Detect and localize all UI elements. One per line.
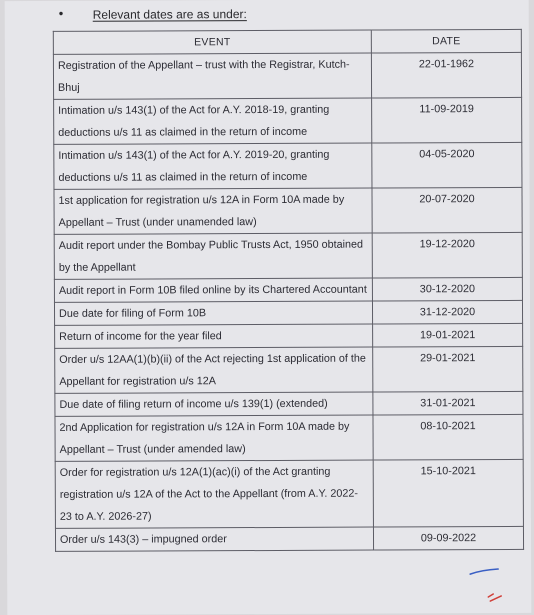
event-cell: Due date of filing return of income u/s 139(1) (extended) xyxy=(55,392,373,416)
table-row xyxy=(55,459,523,528)
bullet-icon: • xyxy=(59,6,64,21)
date-cell: 04-05-2020 xyxy=(372,142,522,188)
pen-underline-mark xyxy=(469,567,499,577)
date-cell: 31-12-2020 xyxy=(372,300,522,324)
heading-text: Relevant dates are as under: xyxy=(93,7,247,22)
date-cell: 22-01-1962 xyxy=(371,52,521,98)
date-cell: 08-10-2021 xyxy=(373,414,523,460)
table-row xyxy=(54,97,522,144)
table-row xyxy=(55,391,523,416)
red-tick-mark xyxy=(487,591,503,603)
event-cell: Order u/s 143(3) – impugned order xyxy=(55,527,373,551)
date-cell: 15-10-2021 xyxy=(373,459,523,527)
event-cell: Audit report in Form 10B filed online by its Chartered Accountant xyxy=(54,278,372,302)
event-cell: Intimation u/s 143(1) of the Act for A.Y. 2019-20, granting deductions u/s 11 as claimed in the return of income xyxy=(54,143,372,189)
event-cell: Order for registration u/s 12A(1)(ac)(i) of the Act granting registration u/s 12A of the Act to the Appellant (from A.Y. 2022-23 to A.Y. 2026-27) xyxy=(55,460,373,528)
date-cell: 20-07-2020 xyxy=(372,187,522,233)
header-event: EVENT xyxy=(53,30,371,54)
event-cell: Due date for filing of Form 10B xyxy=(54,301,372,325)
event-cell: Audit report under the Bombay Public Trusts Act, 1950 obtained by the Appellant xyxy=(54,233,372,279)
table-row xyxy=(53,52,521,99)
document-page xyxy=(5,0,532,615)
date-cell: 11-09-2019 xyxy=(372,97,522,143)
relevant-dates-table xyxy=(53,29,524,552)
event-cell: Return of income for the year filed xyxy=(55,324,373,348)
table-row xyxy=(54,187,522,234)
table-row xyxy=(55,414,523,461)
table-row xyxy=(54,300,522,325)
date-cell: 19-12-2020 xyxy=(372,232,522,278)
table-body xyxy=(53,52,523,551)
event-cell: Registration of the Appellant – trust with the Registrar, Kutch-Bhuj xyxy=(53,53,371,99)
event-cell: 2nd Application for registration u/s 12A in Form 10A made by Appellant – Trust (under amended law) xyxy=(55,415,373,461)
table-row xyxy=(54,277,522,302)
table-row xyxy=(54,142,522,189)
date-cell: 30-12-2020 xyxy=(372,277,522,301)
date-cell: 09-09-2022 xyxy=(373,526,523,550)
table-row xyxy=(55,346,523,393)
table-row xyxy=(55,323,523,348)
date-cell: 19-01-2021 xyxy=(373,323,523,347)
date-cell: 31-01-2021 xyxy=(373,391,523,415)
table-row xyxy=(55,526,523,551)
event-cell: Intimation u/s 143(1) of the Act for A.Y. 2018-19, granting deductions u/s 11 as claimed in the return of income xyxy=(54,98,372,144)
date-cell: 29-01-2021 xyxy=(373,346,523,392)
header-date: DATE xyxy=(371,29,521,53)
event-cell: Order u/s 12AA(1)(b)(ii) of the Act rejecting 1st application of the Appellant for registration u/s 12A xyxy=(55,347,373,393)
table-header-row xyxy=(53,29,521,54)
table-row xyxy=(54,232,522,279)
event-cell: 1st application for registration u/s 12A in Form 10A made by Appellant – Trust (under unamended law) xyxy=(54,188,372,234)
